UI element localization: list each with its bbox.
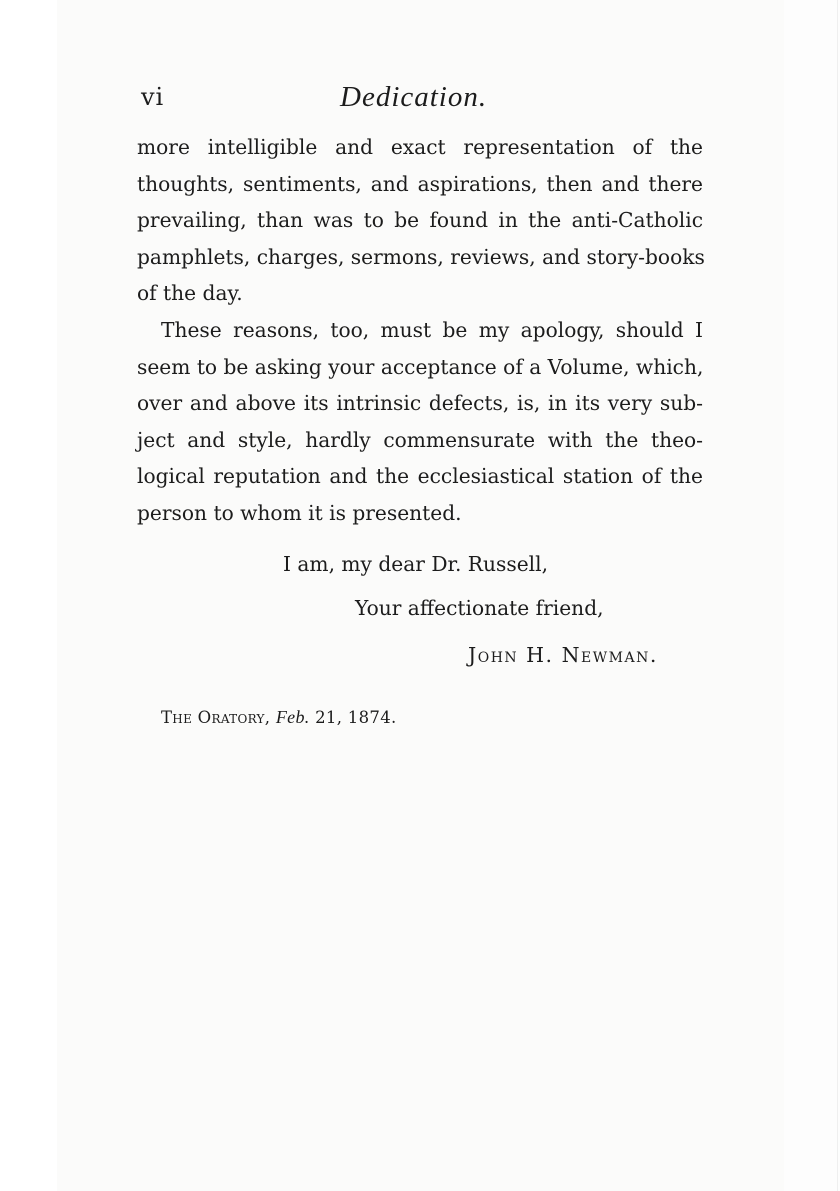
body-line: over and above its intrinsic defects, is, in its very sub- bbox=[137, 391, 703, 415]
dateline bbox=[161, 704, 397, 731]
closing-valediction: Your affectionate friend, bbox=[355, 596, 604, 620]
body-line: logical reputation and the ecclesiastical station of the bbox=[137, 464, 703, 488]
paragraph-first-line: These reasons, too, must be my apology, should I bbox=[161, 318, 703, 342]
book-page bbox=[57, 0, 784, 1191]
body-line: prevailing, than was to be found in the anti-Catholic bbox=[137, 208, 703, 232]
running-title: Dedication. bbox=[340, 81, 488, 113]
page-number: vi bbox=[141, 83, 165, 111]
body-line: ject and style, hardly commensurate with the theo- bbox=[137, 428, 703, 452]
page-margin-right bbox=[784, 0, 840, 1191]
body-line: thoughts, sentiments, and aspirations, then and there bbox=[137, 172, 703, 196]
dateline-date: 21, 1874. bbox=[315, 708, 397, 727]
body-line: person to whom it is presented. bbox=[137, 501, 462, 525]
dateline-month: Feb. bbox=[275, 707, 310, 727]
body-line: of the day. bbox=[137, 281, 243, 305]
body-line: more intelligible and exact representation of the bbox=[137, 135, 703, 159]
dateline-place: The Oratory, bbox=[161, 708, 271, 727]
page-edge-shadow bbox=[837, 0, 838, 1191]
body-line: pamphlets, charges, sermons, reviews, and story-books bbox=[137, 245, 705, 269]
author-signature: John H. Newman. bbox=[468, 643, 658, 667]
body-line: seem to be asking your acceptance of a Volume, which, bbox=[137, 355, 704, 379]
closing-salutation: I am, my dear Dr. Russell, bbox=[283, 552, 548, 576]
